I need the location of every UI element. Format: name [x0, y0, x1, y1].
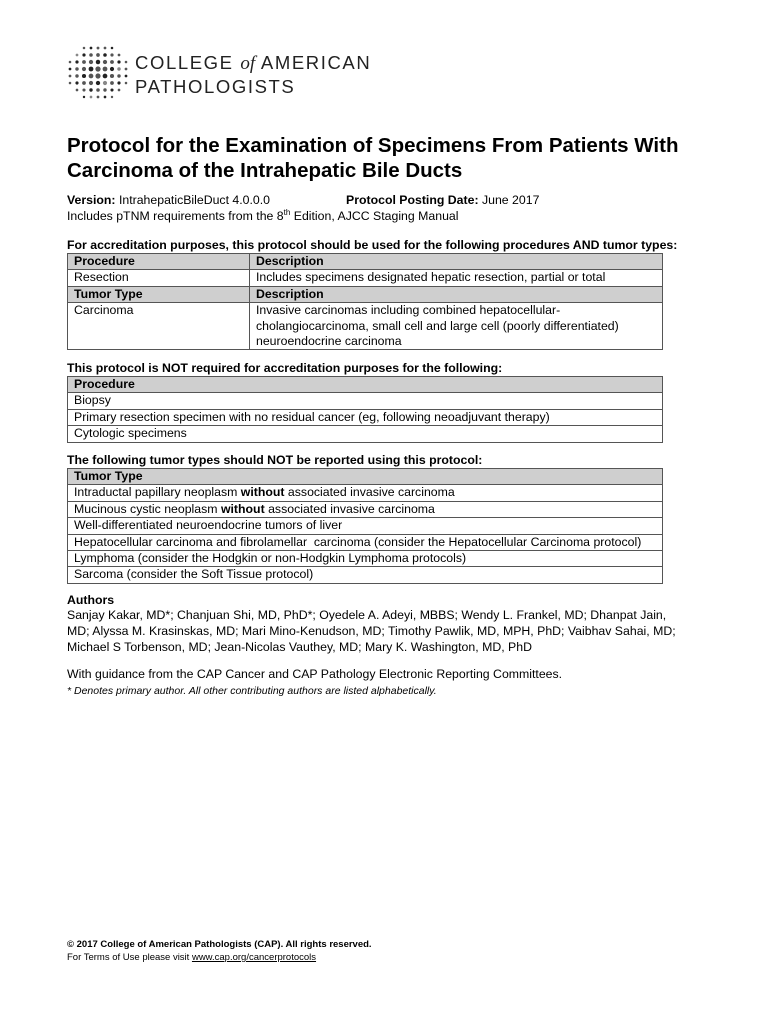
cell-resection: Resection [68, 270, 250, 286]
table-row [68, 377, 663, 393]
table-row [68, 501, 663, 517]
not-reported-heading: The following tumor types should NOT be reported using this protocol: [67, 453, 483, 467]
document-title: Protocol for the Examination of Specimens From Patients With Carcinoma of the Intrahepatic Bile Ducts [67, 134, 679, 182]
header-procedure: Procedure [68, 254, 250, 270]
table-row [68, 286, 663, 302]
table-row [68, 551, 663, 567]
table-row [68, 567, 663, 583]
list-item: Lymphoma (consider the Hodgkin or non-Hodgkin Lymphoma protocols) [68, 551, 663, 567]
table-row [68, 518, 663, 534]
version-line: Version: IntrahepaticBileDuct 4.0.0.0 [67, 193, 271, 207]
not-reported-table [67, 468, 663, 584]
list-item: Primary resection specimen with no residual cancer (eg, following neoadjuvant therapy) [68, 409, 663, 425]
logo-line-2: PATHOLOGISTS [135, 76, 296, 97]
list-item: Hepatocellular carcinoma and fibrolamellar carcinoma (consider the Hepatocellular Carcinoma protocol) [68, 534, 663, 550]
table-row [68, 485, 663, 501]
list-item: Cytologic specimens [68, 426, 663, 442]
accreditation-table [67, 253, 663, 350]
table-row [68, 393, 663, 409]
table-row [68, 409, 663, 425]
header-procedure: Procedure [68, 377, 663, 393]
not-required-heading: This protocol is NOT required for accreditation purposes for the following: [67, 361, 503, 375]
header-description: Description [250, 254, 663, 270]
cell-resection-desc: Includes specimens designated hepatic resection, partial or total [250, 270, 663, 286]
list-item: Intraductal papillary neoplasm without associated invasive carcinoma [68, 485, 663, 501]
table-row [68, 303, 663, 350]
logo-text [135, 51, 371, 98]
copyright-text: © 2017 College of American Pathologists (CAP). All rights reserved. [67, 939, 372, 950]
cap-logo-icon [66, 44, 130, 100]
table-row [68, 426, 663, 442]
guidance-text: With guidance from the CAP Cancer and CAP Pathology Electronic Reporting Committees. [67, 667, 563, 681]
terms-line: For Terms of Use please visit www.cap.org/cancerprotocols [67, 952, 317, 963]
list-item: Biopsy [68, 393, 663, 409]
header-tumor-type: Tumor Type [68, 469, 663, 485]
list-item: Mucinous cystic neoplasm without associated invasive carcinoma [68, 501, 663, 517]
logo-line-1: COLLEGE of AMERICAN [135, 52, 372, 74]
table-row [68, 534, 663, 550]
cell-carcinoma-desc: Invasive carcinomas including combined hepatocellular- cholangiocarcinoma, small cell and large cell (poorly differentiated) neuroendocrine carcinoma [250, 303, 663, 350]
not-required-table [67, 376, 663, 443]
table-row [68, 469, 663, 485]
list-item: Sarcoma (consider the Soft Tissue protocol) [68, 567, 663, 583]
author-note: * Denotes primary author. All other contributing authors are listed alphabetically. [67, 685, 437, 697]
cell-carcinoma: Carcinoma [68, 303, 250, 350]
accreditation-heading: For accreditation purposes, this protocol should be used for the following procedures AND tumor types: [67, 238, 678, 252]
includes-line: Includes pTNM requirements from the 8th Edition, AJCC Staging Manual [67, 208, 459, 224]
header-tumor-type: Tumor Type [68, 286, 250, 302]
authors-heading: Authors [67, 593, 115, 607]
posting-date: Protocol Posting Date: June 2017 [346, 193, 540, 207]
table-row [68, 254, 663, 270]
terms-link[interactable]: www.cap.org/cancerprotocols [191, 952, 317, 963]
header-description-2: Description [250, 286, 663, 302]
table-row [68, 270, 663, 286]
authors-list: Sanjay Kakar, MD*; Chanjuan Shi, MD, PhD*; Oyedele A. Adeyi, MBBS; Wendy L. Frankel, MD; Dhanpat Jain, MD; Alyssa M. Krasinskas, MD; Mari Mino-Kenudson, MD; Timothy Pawlik, MD, MPH, PhD; Vaibhav Sahai, MD; Michael S Torbenson, MD; Jean-Nicolas Vauthey, MD; Mary K. Washington, MD, PhD [67, 608, 676, 654]
list-item: Well-differentiated neuroendocrine tumors of liver [68, 518, 663, 534]
